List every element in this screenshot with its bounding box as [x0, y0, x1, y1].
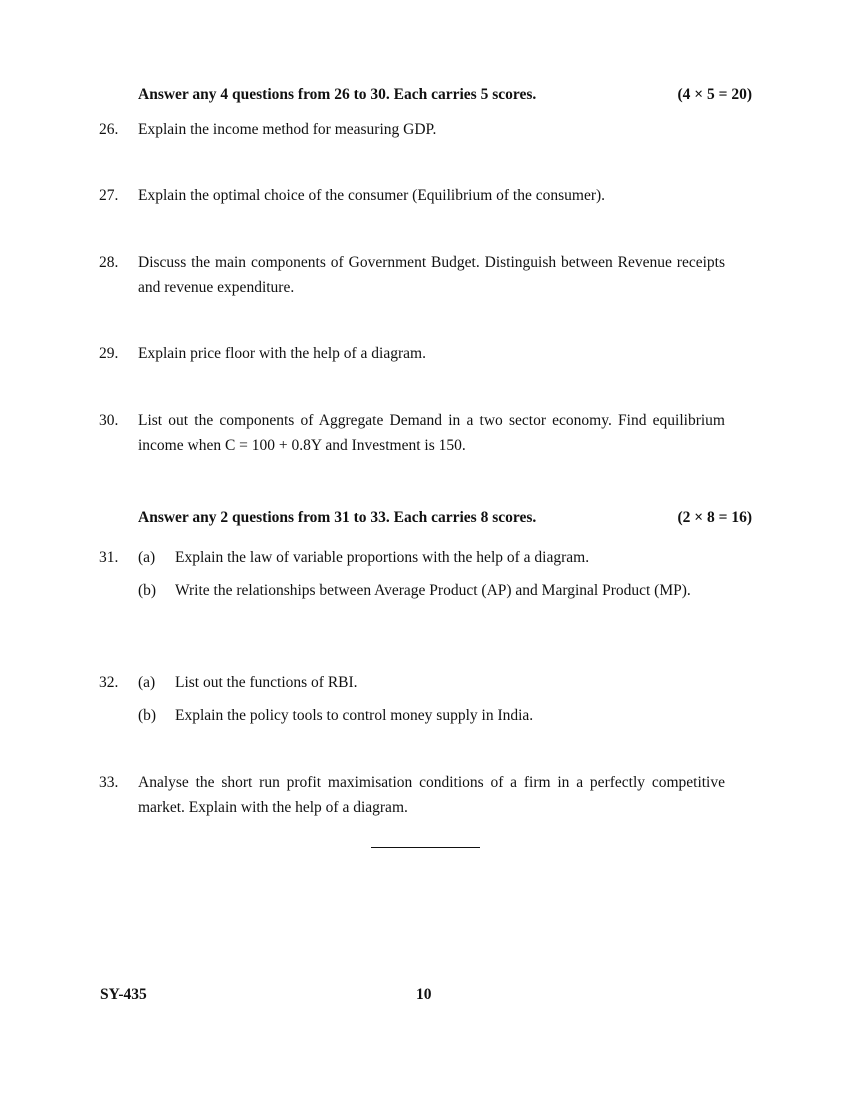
subpart-label: (a)	[138, 549, 156, 566]
subpart-text: Explain the law of variable proportions with the help of a diagram.	[175, 549, 590, 566]
end-divider	[371, 847, 480, 848]
question-text: Explain the optimal choice of the consumer (Equilibrium of the consumer).	[138, 187, 606, 204]
section-a-marks: (4 × 5 = 20)	[677, 86, 752, 103]
question-number: 26.	[99, 121, 119, 138]
subpart-label: (b)	[138, 582, 157, 599]
question-number: 33.	[99, 774, 119, 791]
page-number: 10	[416, 986, 432, 1003]
section-a-instruction: Answer any 4 questions from 26 to 30. Each carries 5 scores.	[138, 86, 537, 103]
question-text: Analyse the short run profit maximisation conditions of a firm in a perfectly competitive market. Explain with the help of a diagram.	[138, 774, 725, 816]
section-a-header	[138, 86, 752, 104]
question-number: 31.	[99, 549, 119, 566]
question-number: 27.	[99, 187, 119, 204]
question-number: 32.	[99, 674, 119, 691]
question-number: 28.	[99, 254, 119, 271]
section-b-marks: (2 × 8 = 16)	[677, 509, 752, 526]
section-b-instruction: Answer any 2 questions from 31 to 33. Each carries 8 scores.	[138, 509, 537, 526]
question-text: Explain price floor with the help of a diagram.	[138, 345, 426, 362]
subpart-label: (b)	[138, 707, 157, 724]
question-number: 29.	[99, 345, 119, 362]
question-number: 30.	[99, 412, 119, 429]
section-b-header	[138, 509, 752, 527]
subpart-label: (a)	[138, 674, 156, 691]
question-text: Discuss the main components of Government Budget. Distinguish between Revenue receipts and revenue expenditure.	[138, 254, 725, 296]
question-text: List out the components of Aggregate Demand in a two sector economy. Find equilibrium income when C = 100 + 0.8Y and Investment is 150.	[138, 412, 725, 454]
subpart-text: Write the relationships between Average Product (AP) and Marginal Product (MP).	[175, 582, 691, 599]
subpart-text: List out the functions of RBI.	[175, 674, 358, 691]
question-text: Explain the income method for measuring GDP.	[138, 121, 437, 138]
paper-code: SY-435	[100, 986, 147, 1003]
subpart-text: Explain the policy tools to control money supply in India.	[175, 707, 534, 724]
